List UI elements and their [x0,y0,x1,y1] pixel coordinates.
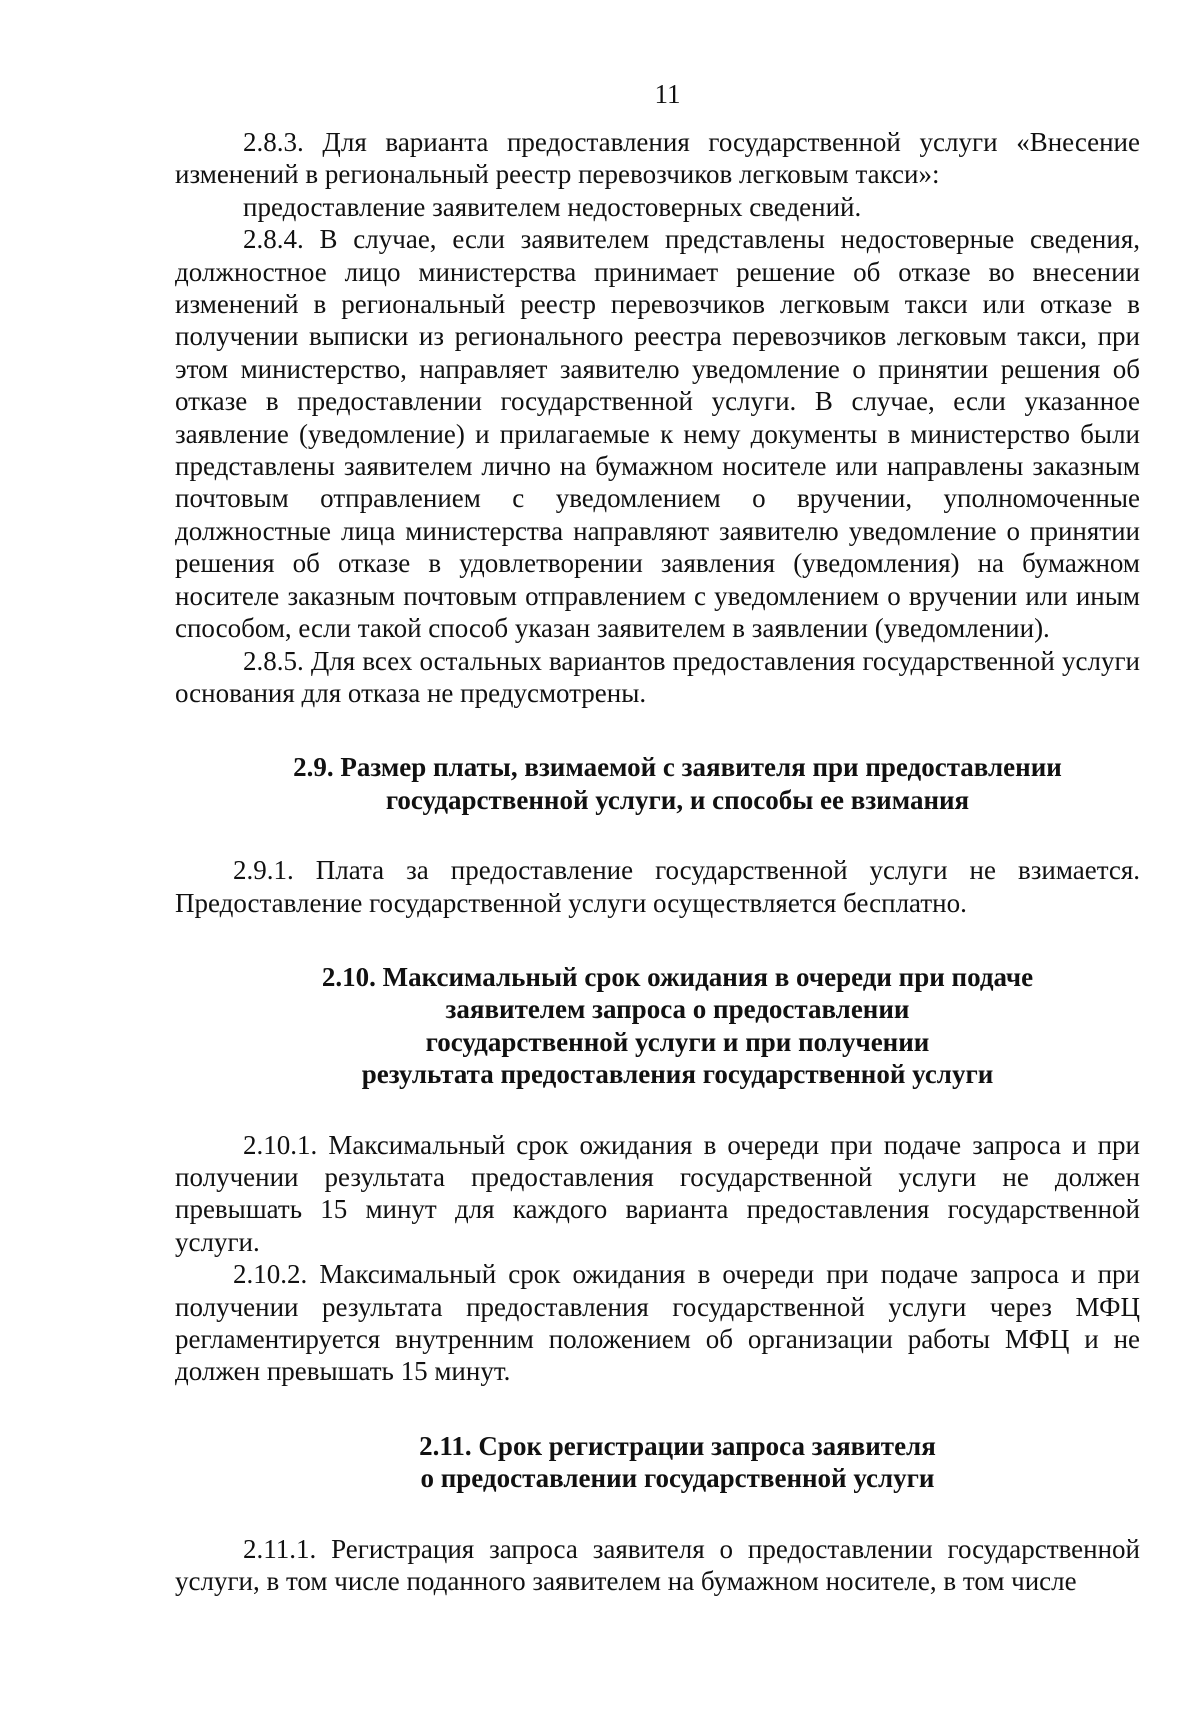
heading-line: результата предоставления государственной услуги [361,1059,994,1090]
page-number: 11 [654,79,681,109]
paragraph-2-8-4: 2.8.4. В случае, если заявителем представлены недостоверные сведения, должностное лицо министерства принимает решение об отказе во внесении изменений в региональный реестр перевозчиков легковым такси или отказе в получении выписки из регионального реестра перевозчиков легковым такси, при этом министерство, направляет заявителю уведомление о принятии решения об отказе в предоставлении государственной услуги. В случае, если указанное заявление (уведомление) и прилагаемые к нему документы в министерство были представлены заявителем лично на бумажном носителе или направлены заказным почтовым отправлением с уведомлением о вручении, уполномоченные должностные лица министерства направляют заявителю уведомление о принятии решения об отказе в удовлетворении заявления (уведомления) на бумажном носителе заказным почтовым отправлением с уведомлением о вручении или иным способом, если такой способ указан заявителем в заявлении (уведомлении). [175,224,1140,644]
paragraph-2-9-1: 2.9.1. Плата за предоставление государственной услуги не взимается. Предоставление государственной услуги осуществляется бесплатно. [175,855,1140,918]
spacer [175,1495,1140,1533]
section-heading-2-10 [175,961,1140,1091]
document-page [175,78,1140,1597]
heading-line: государственной услуги, и способы ее взимания [385,784,970,815]
heading-line: заявителем запроса о предоставлении [445,994,910,1025]
spacer [175,709,1140,751]
heading-line: государственной услуги и при получении [425,1026,930,1057]
paragraph-2-8-3: 2.8.3. Для варианта предоставления государственной услуги «Внесение изменений в региональный реестр перевозчиков легковым такси»: [175,127,1140,190]
heading-line: 2.11. Срок регистрации запроса заявителя [419,1430,936,1461]
paragraph-2-11-1: 2.11.1. Регистрация запроса заявителя о предоставлении государственной услуги, в том числе поданного заявителем на бумажном носителе, в том числе [175,1533,1140,1597]
spacer [175,1388,1140,1430]
paragraph-2-8-5: 2.8.5. Для всех остальных вариантов предоставления государственной услуги основания для отказа не предусмотрены. [175,645,1140,708]
heading-line: о предоставлении государственной услуги [420,1463,935,1494]
spacer [175,1091,1140,1129]
section-heading-2-11 [175,1430,1140,1495]
paragraph-2-10-1: 2.10.1. Максимальный срок ожидания в очереди при подаче запроса и при получении результата предоставления государственной услуги не должен превышать 15 минут для каждого варианта предоставления государственной услуги. [175,1129,1140,1257]
spacer [175,919,1140,961]
section-heading-2-9 [175,751,1140,816]
paragraph-2-8-3-item: предоставление заявителем недостоверных сведений. [243,191,862,222]
heading-line: 2.10. Максимальный срок ожидания в очереди при подаче [321,961,1034,992]
heading-line: 2.9. Размер платы, взимаемой с заявителя при предоставлении [293,752,1062,783]
spacer [175,816,1140,854]
paragraph-2-10-2: 2.10.2. Максимальный срок ожидания в очереди при подаче запроса и при получении результата предоставления государственной услуги через МФЦ регламентируется внутренним положением об организации работы МФЦ и не должен превышать 15 минут. [175,1259,1140,1387]
